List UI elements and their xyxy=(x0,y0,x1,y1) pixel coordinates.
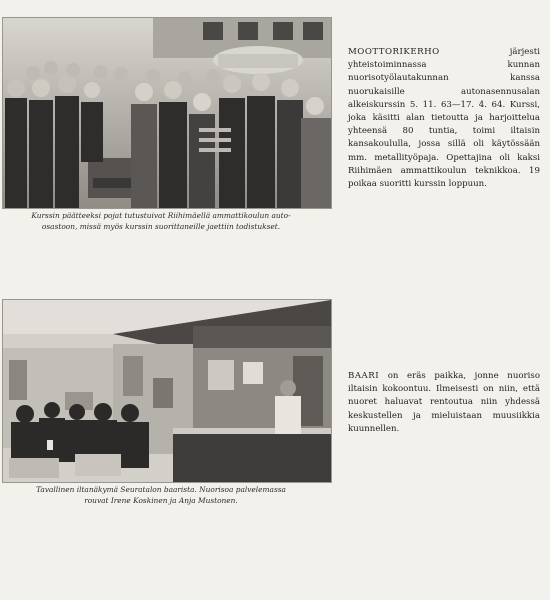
workshop-group-photo xyxy=(2,17,332,209)
group-photo-icon xyxy=(3,18,331,208)
baari-article xyxy=(348,370,540,436)
top-photo-caption: Kurssin päätteeksi pojat tutustuivat Riihimäellä ammattikoulun auto-osastoon, missä myös kurssin suorittaneille jaettiin todistukset. xyxy=(31,211,291,231)
cafe-bar-photo-icon xyxy=(3,300,331,482)
bottom-photo-caption: Tavallinen iltanäkymä Seuratalon baarista. Nuorisoa palvelemassa rouvat Irene Koskinen ja Anja Mustonen. xyxy=(36,485,286,505)
article-body-moottorikerho: järjesti yhteistoiminnassa kunnan nuorisotyölautakunnan kanssa nuorukaisille autonasennusalan alkeiskurssin 5. 11. 63—17. 4. 64. Kurssi, joka käsitti alan tietoutta ja harjoittelua yhteensä 80 tuntia, toimi iltaisin kansakoululla, jossa sillä oli käytössään mm. metallityöpaja. Opettajina oli kaksi Riihimäen ammattikoulun teknikkoa. 19 poikaa suoritti kurssin loppuun. xyxy=(348,47,540,190)
article-body-baari: on eräs paikka, jonne nuoriso iltaisin kokoontuu. Ilmeisesti on niin, että nuoret haluavat rentoutua niin yhdessä keskustellen ja mieluistaan muusiikkia kuunnellen. xyxy=(348,371,540,434)
cafe-bar-photo xyxy=(2,299,332,483)
moottorikerho-article xyxy=(348,46,540,191)
article-lead-baari: BAARI xyxy=(348,371,380,381)
article-lead-moottorikerho: MOOTTORIKERHO xyxy=(348,47,440,57)
